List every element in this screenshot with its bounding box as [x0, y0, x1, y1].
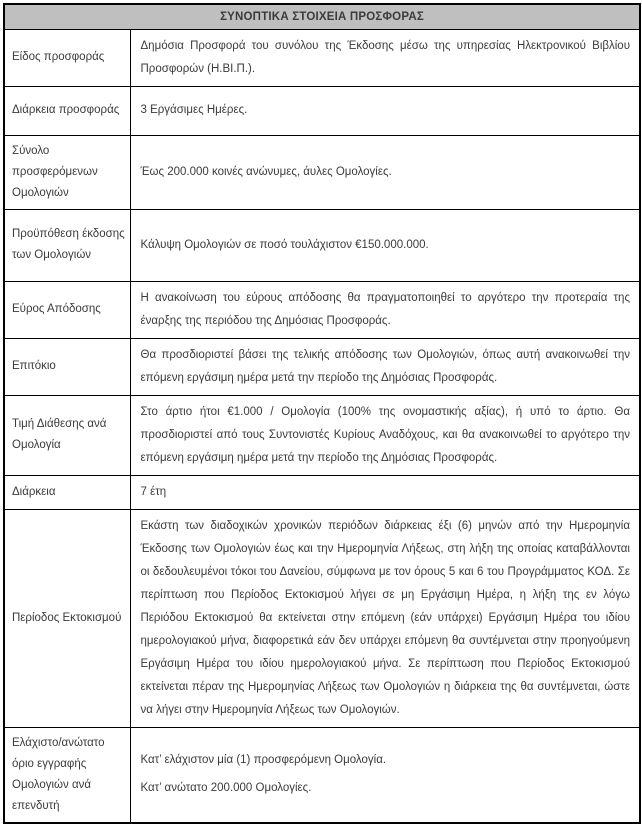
row-value-offer-price: Στο άρτιο ήτοι €1.000 / Ομολογία (100% της ονομαστικής αξίας), ή υπό το άρτιο. Θα προσδιοριστεί από τους Συντονιστές Κυρίους Αναδόχους, και θα ανακοινωθεί το αργότερο την επόμενη εργάσιμη ημέρα μετά την περίοδο της Δημόσιας Προσφοράς. [130, 395, 640, 475]
min-subscription-text: Κατ’ ελάχιστον μία (1) προσφερόμενη Ομολογία. [140, 754, 387, 766]
table-row-offer-price [4, 395, 640, 475]
row-value-interest-rate: Θα προσδιοριστεί βάσει της τελικής απόδοσης των Ομολογιών, όπως αυτή ανακοινωθεί την επόμενη εργάσιμη ημέρα μετά την περίοδο της Δημόσιας Προσφοράς. [130, 338, 640, 395]
row-label-offer-price: Τιμή Διάθεσης ανά Ομολογία [4, 395, 130, 475]
row-value-offer-duration: 3 Εργάσιμες Ημέρες. [130, 86, 640, 135]
row-label-total-bonds: Σύνολο προσφερόμενων Ομολογιών [4, 135, 130, 209]
row-value-subscription-limits [130, 727, 640, 823]
table-row-interest-rate [4, 338, 640, 395]
table-row-total-bonds [4, 135, 640, 209]
row-value-issue-condition: Κάλυψη Ομολογιών σε ποσό τουλάχιστον €150.000.000. [130, 209, 640, 281]
row-value-yield-range: Η ανακοίνωση του εύρους απόδοσης θα πραγματοποιηθεί το αργότερο την προτεραία της έναρξης της περιόδου της Δημόσιας Προσφοράς. [130, 281, 640, 338]
row-value-total-bonds: Έως 200.000 κοινές ανώνυμες, άυλες Ομολογίες. [130, 135, 640, 209]
row-label-issue-condition: Προϋπόθεση έκδοσης των Ομολογιών [4, 209, 130, 281]
row-label-yield-range: Εύρος Απόδοσης [4, 281, 130, 338]
row-label-interest-period: Περίοδος Εκτοκισμού [4, 509, 130, 727]
table-row-interest-period [4, 509, 640, 727]
row-label-duration: Διάρκεια [4, 475, 130, 509]
row-label-interest-rate: Επιτόκιο [4, 338, 130, 395]
table-row-offer-type [4, 29, 640, 86]
offer-summary-table [3, 3, 641, 824]
table-row-duration [4, 475, 640, 509]
row-value-offer-type: Δημόσια Προσφορά του συνόλου της Έκδοσης μέσω της υπηρεσίας Ηλεκτρονικού Βιβλίου Προσφορών (Η.ΒΙ.Π.). [130, 29, 640, 86]
table-row-yield-range [4, 281, 640, 338]
table-row-issue-condition [4, 209, 640, 281]
row-label-subscription-limits: Ελάχιστο/ανώτατο όριο εγγραφής Ομολογιών ανά επενδυτή [4, 727, 130, 823]
max-subscription-text: Κατ’ ανώτατο 200.000 Ομολογίες. [140, 782, 312, 794]
row-label-offer-duration: Διάρκεια προσφοράς [4, 86, 130, 135]
table-row-subscription-limits [4, 727, 640, 823]
row-value-duration: 7 έτη [130, 475, 640, 509]
table-row-offer-duration [4, 86, 640, 135]
table-title: ΣΥΝΟΠΤΙΚΑ ΣΤΟΙΧΕΙΑ ΠΡΟΣΦΟΡΑΣ [4, 4, 640, 29]
row-value-interest-period: Εκάστη των διαδοχικών χρονικών περιόδων διάρκειας έξι (6) μηνών από την Ημερομηνία Έκδοσης των Ομολογιών έως και την Ημερομηνία Λήξεως, στη λήξη της οποίας καταβάλλονται οι δεδουλευμένοι τόκοι του Δανείου, σύμφωνα με τον όρους 5 και 6 του Προγράμματος ΚΟΔ. Σε περίπτωση που Περίοδος Εκτοκισμού λήγει σε μη Εργάσιμη Ημέρα, η λήξη της εν λόγω Περιόδου Εκτοκισμού θα εκτείνεται στην επόμενη (εάν υπάρχει) Εργάσιμη Ημέρα του ιδίου ημερολογιακού μήνα, διαφορετικά εάν δεν υπάρχει επόμενη θα συντέμνεται στην προηγούμενη Εργάσιμη Ημέρα του ιδίου ημερολογιακού μήνα. Σε περίπτωση που Περίοδος Εκτοκισμού εκτείνεται πέραν της Ημερομηνίας Λήξεως των Ομολογιών η διάρκεια της θα συντέμνεται, ώστε να λήγει στην Ημερομηνία Λήξεως των Ομολογιών. [130, 509, 640, 727]
row-label-offer-type: Είδος προσφοράς [4, 29, 130, 86]
table-header-row [4, 4, 640, 29]
